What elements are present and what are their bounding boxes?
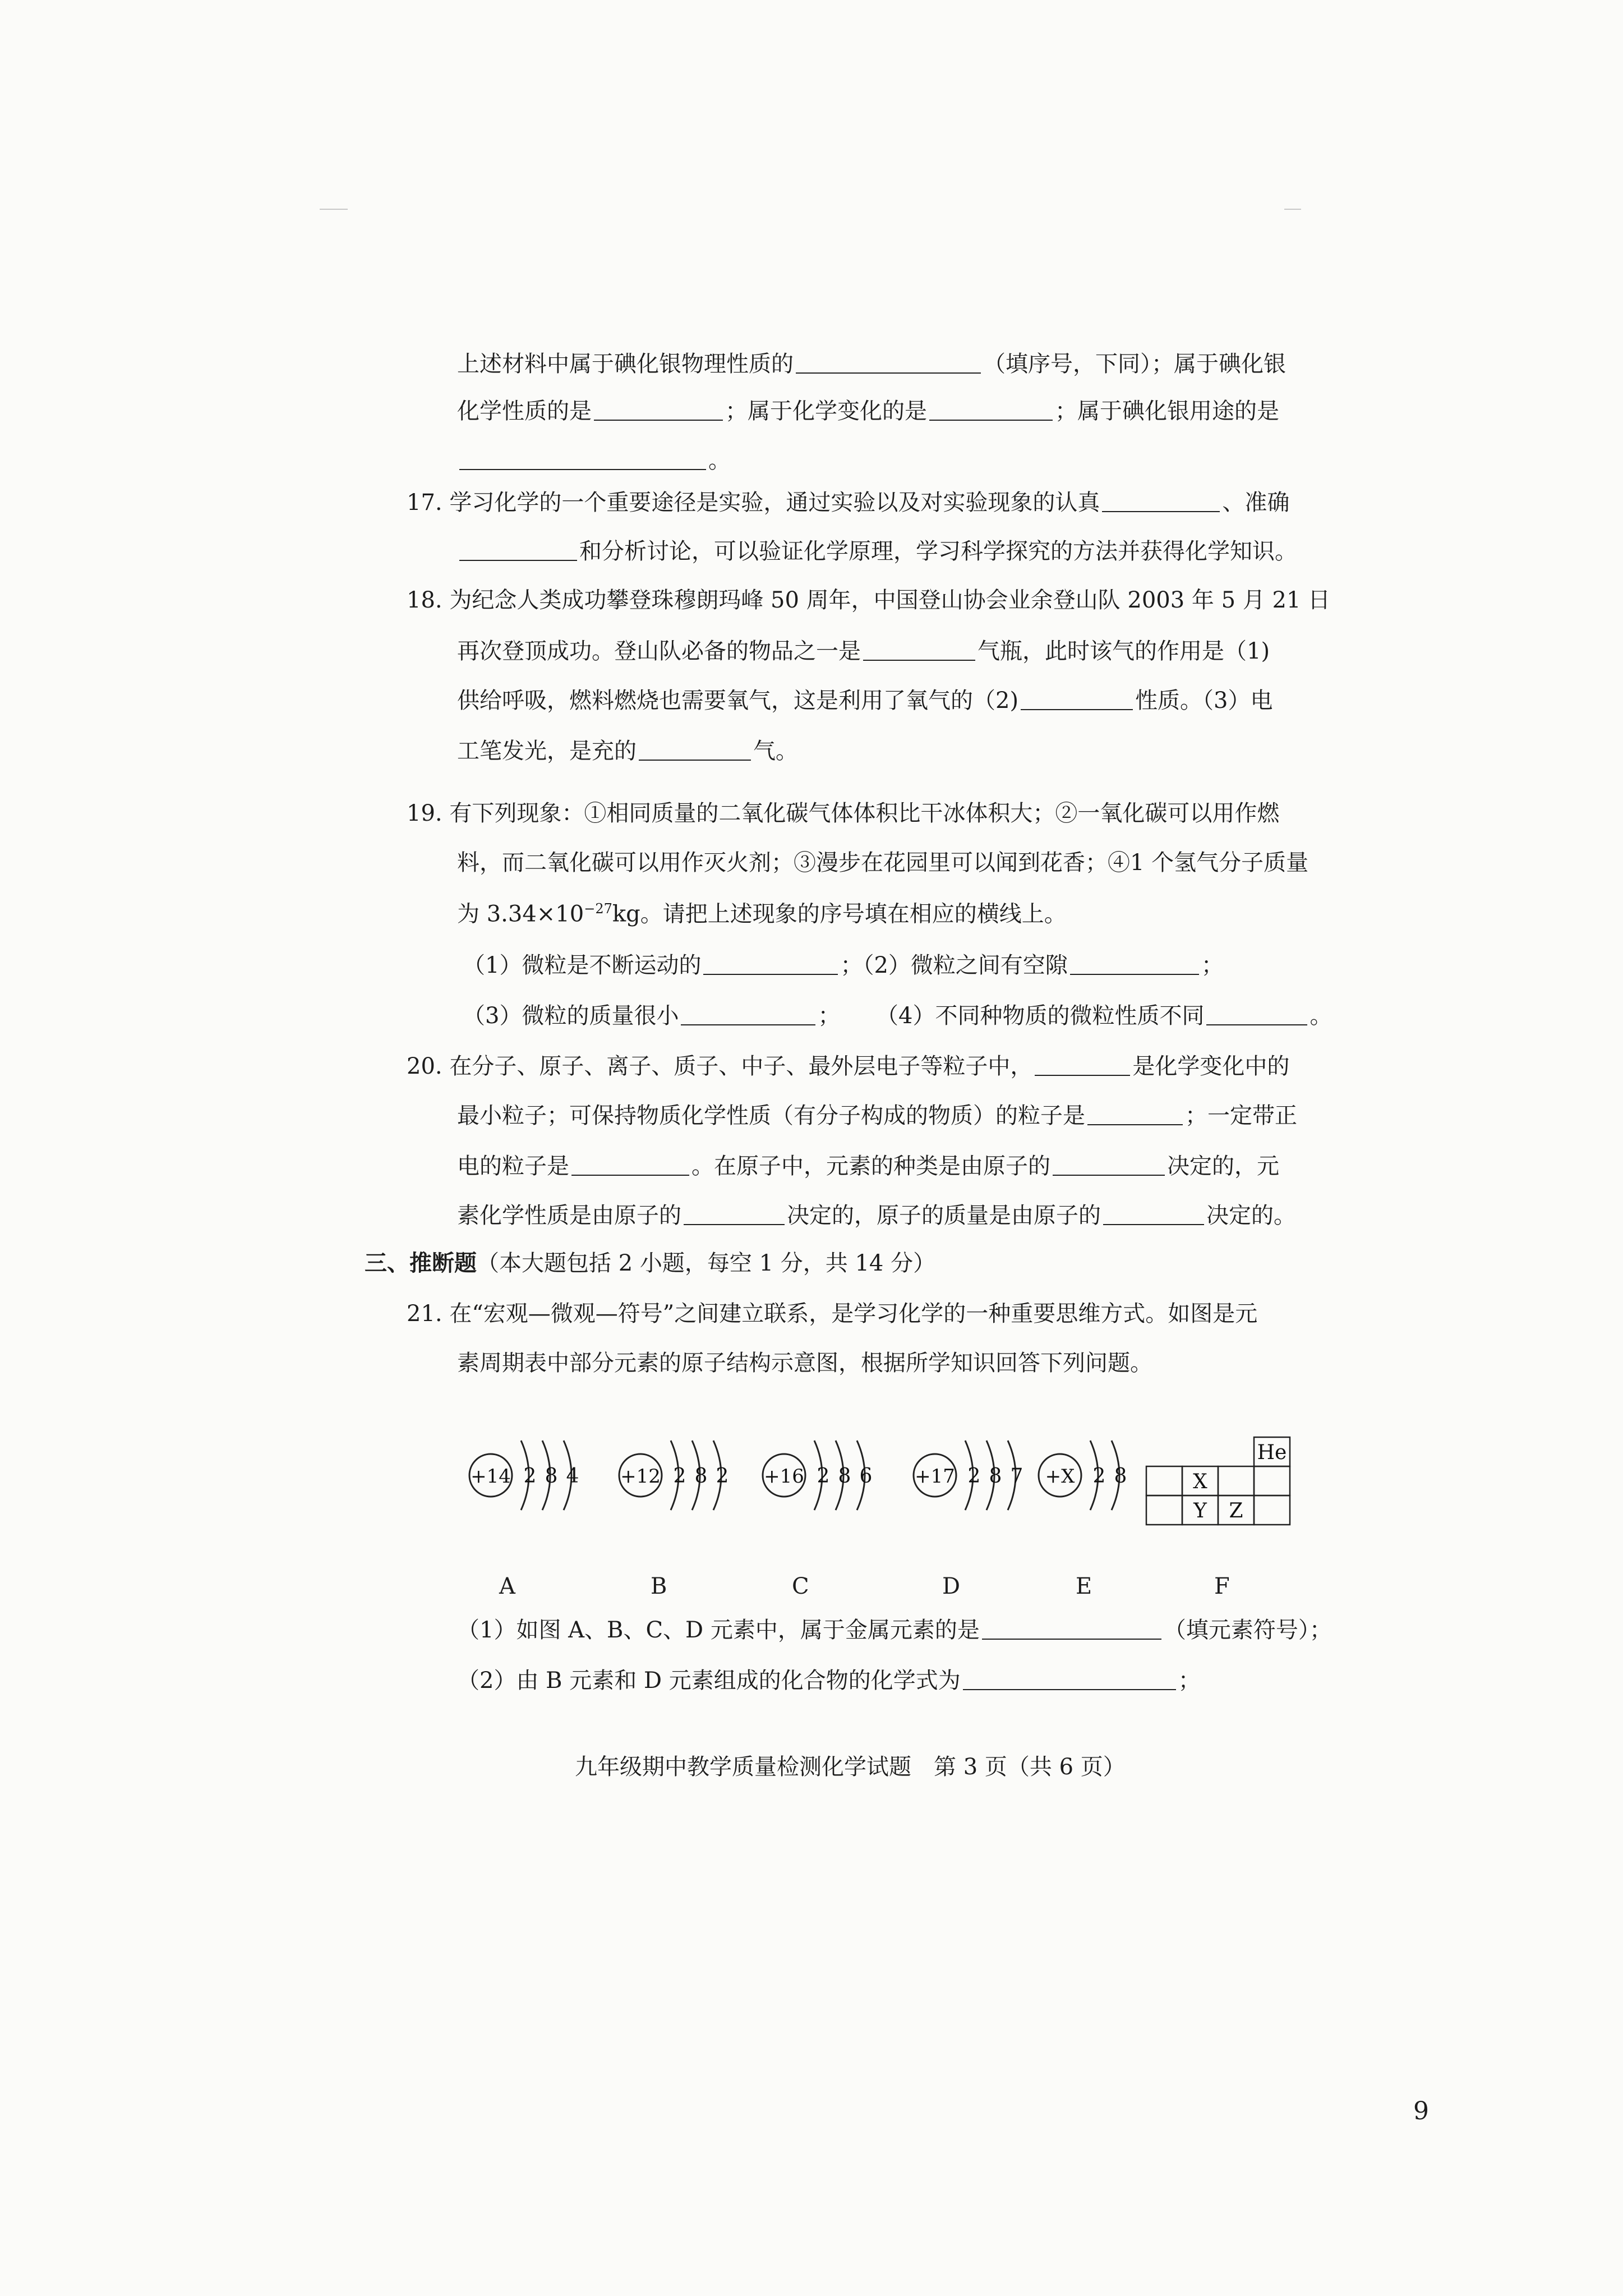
q16-line-3: 。 (457, 449, 731, 472)
q21-line-1: 21. 在“宏观—微观—符号”之间建立联系，是学习化学的一种重要思维方式。如图是元 (407, 1301, 1258, 1327)
electron-count: 2 (523, 1465, 537, 1488)
answer-blank[interactable] (594, 399, 723, 421)
table-cell (1146, 1496, 1182, 1525)
figure-label-f: F (1214, 1573, 1230, 1599)
scan-mark (1284, 209, 1301, 210)
answer-blank[interactable] (703, 954, 838, 975)
answer-blank[interactable] (1053, 1154, 1165, 1176)
nucleus-charge: +14 (471, 1465, 511, 1488)
electron-count: 8 (545, 1465, 558, 1488)
electron-count: 8 (1114, 1465, 1127, 1488)
figure-label-c: C (792, 1573, 809, 1599)
electron-count: 4 (566, 1465, 579, 1488)
table-cell (1218, 1466, 1254, 1496)
question-number: 21. (407, 1301, 442, 1327)
question-number: 18. (407, 587, 442, 613)
answer-blank[interactable] (796, 352, 981, 374)
table-cell (1254, 1466, 1290, 1496)
answer-blank[interactable] (1103, 1204, 1204, 1225)
answer-blank[interactable] (963, 1669, 1176, 1690)
q20-line-3: 电的粒子是 。在原子中，元素的种类是由原子的 决定的，元 (457, 1153, 1279, 1179)
nucleus-charge: +X (1045, 1465, 1075, 1488)
q20-line-4: 素化学性质是由原子的 决定的，原子的质量是由原子的 决定的。 (457, 1203, 1296, 1228)
section-heading: 三、推断题（本大题包括 2 小题，每空 1 分，共 14 分） (365, 1250, 936, 1276)
question-number: 17. (407, 490, 442, 516)
q19-line-2: 料，而二氧化碳可以用作灭火剂；③漫步在花园里可以闻到花香；④1 个氢气分子质量 (457, 850, 1309, 876)
nucleus-charge: +16 (764, 1465, 804, 1488)
answer-blank[interactable] (1070, 954, 1199, 975)
nucleus-charge: +17 (915, 1465, 955, 1488)
q16-line-2: 化学性质的是 ；属于化学变化的是 ；属于碘化银用途的是 (457, 398, 1279, 424)
electron-count: 2 (967, 1465, 981, 1488)
figure-label-e: E (1076, 1573, 1092, 1599)
nucleus-charge: +12 (620, 1465, 661, 1488)
atom-structure-diagram (437, 1419, 1312, 1554)
question-number: 20. (407, 1053, 442, 1079)
q18-line-2: 再次登顶成功。登山队必备的物品之一是 气瓶，此时该气的作用是（1) (457, 638, 1270, 664)
element-symbol-x: X (1193, 1470, 1207, 1493)
answer-blank[interactable] (1087, 1104, 1183, 1125)
answer-blank[interactable] (459, 540, 577, 561)
answer-blank[interactable] (929, 399, 1053, 421)
q19-line-1: 19. 有下列现象：①相同质量的二氧化碳气体体积比干冰体积大；②一氧化碳可以用作燃 (407, 800, 1280, 826)
figure-label-a: A (499, 1573, 515, 1599)
element-symbol-he: He (1257, 1441, 1287, 1464)
page-footer: 九年级期中教学质量检测化学试题 第 3 页（共 6 页） (575, 1754, 1126, 1780)
q17-line-2: 和分析讨论，可以验证化学原理，学习科学探究的方法并获得化学知识。 (457, 540, 1297, 563)
q21-sub-line-2: （2）由 B 元素和 D 元素组成的化合物的化学式为 ； (457, 1668, 1201, 1694)
q18-line-1: 18. 为纪念人类成功攀登珠穆朗玛峰 50 周年，中国登山协会业余登山队 2003 年 5 月 21 日 (407, 587, 1331, 613)
answer-blank[interactable] (1102, 491, 1220, 512)
figure-label-b: B (651, 1573, 667, 1599)
q17-line-1: 17. 学习化学的一个重要途径是实验，通过实验以及对实验现象的认真 、准确 (407, 490, 1290, 516)
q18-line-4: 工笔发光，是充的 气。 (457, 738, 798, 764)
q21-sub-line-1: （1）如图 A、B、C、D 元素中，属于金属元素的是 （填元素符号）； (457, 1617, 1332, 1643)
electron-count: 2 (817, 1465, 830, 1488)
q21-line-2: 素周期表中部分元素的原子结构示意图，根据所学知识回答下列问题。 (457, 1350, 1152, 1376)
electron-count: 2 (716, 1465, 729, 1488)
answer-blank[interactable] (1021, 689, 1133, 710)
table-cell (1254, 1496, 1290, 1525)
scan-mark (320, 209, 348, 210)
electron-count: 6 (859, 1465, 873, 1488)
electron-count: 8 (694, 1465, 708, 1488)
answer-blank[interactable] (982, 1618, 1161, 1640)
element-symbol-z: Z (1229, 1499, 1243, 1522)
page-number: 9 (1413, 2097, 1429, 2125)
figure-label-d: D (942, 1573, 961, 1599)
answer-blank[interactable] (1206, 1004, 1307, 1025)
answer-blank[interactable] (863, 639, 975, 661)
electron-count: 8 (838, 1465, 851, 1488)
answer-blank[interactable] (1035, 1055, 1130, 1076)
q16-line-1: 上述材料中属于碘化银物理性质的 （填序号，下同）；属于碘化银 (457, 351, 1286, 377)
q18-line-3: 供给呼吸，燃料燃烧也需要氧气，这是利用了氧气的（2) 性质。（3）电 (457, 688, 1273, 714)
answer-blank[interactable] (639, 739, 751, 761)
electron-count: 2 (1092, 1465, 1106, 1488)
q19-sub-line-2: （3）微粒的质量很小 ； （4）不同种物质的微粒性质不同 。 (463, 1003, 1332, 1029)
answer-blank[interactable] (681, 1004, 815, 1025)
table-cell (1146, 1466, 1182, 1496)
q20-line-2: 最小粒子；可保持物质化学性质（有分子构成的物质）的粒子是 ；一定带正 (457, 1103, 1297, 1129)
answer-blank[interactable] (571, 1154, 689, 1176)
element-symbol-y: Y (1193, 1499, 1207, 1522)
q20-line-1: 20. 在分子、原子、离子、质子、中子、最外层电子等粒子中， 是化学变化中的 (407, 1053, 1290, 1079)
answer-blank[interactable] (459, 449, 706, 470)
q19-line-3: 为 $3.34\times 10^{-27}kg$。请把上述现象的序号填在相应的横线上。 (457, 901, 1067, 927)
electron-count: 7 (1010, 1465, 1023, 1488)
question-number: 19. (407, 800, 442, 826)
electron-count: 8 (989, 1465, 1002, 1488)
electron-count: 2 (673, 1465, 686, 1488)
q19-sub-line-1: （1）微粒是不断运动的 ；（2）微粒之间有空隙 ； (463, 953, 1224, 978)
answer-blank[interactable] (684, 1204, 785, 1225)
